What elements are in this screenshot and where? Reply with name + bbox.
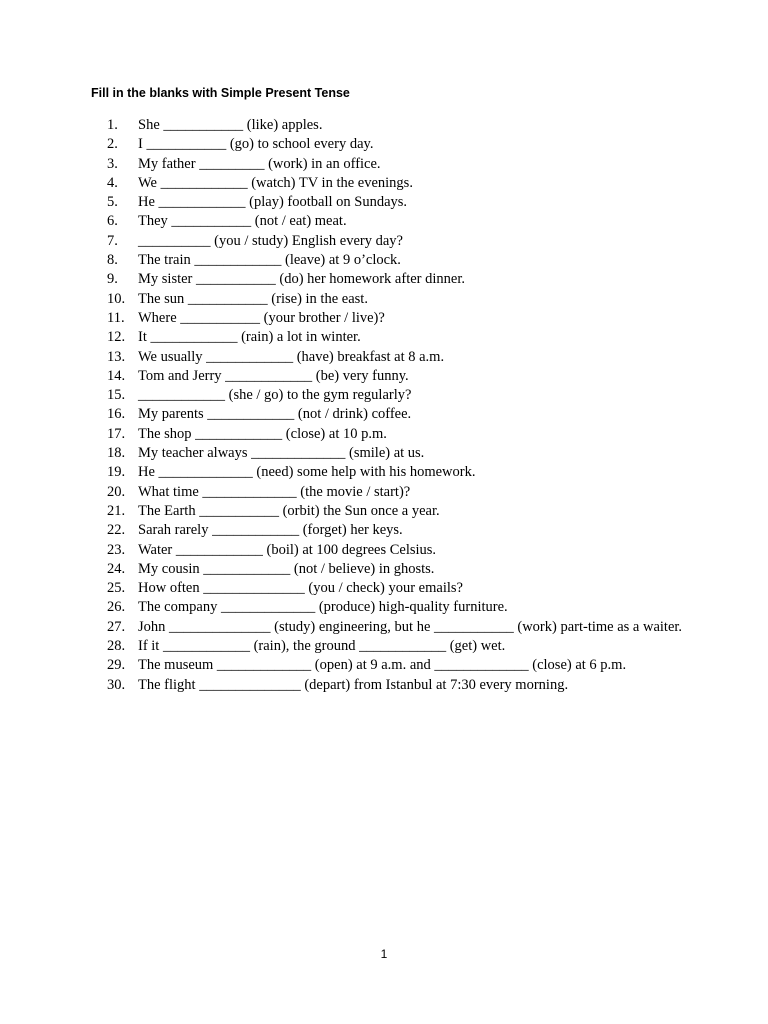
item-number: 24. xyxy=(107,560,126,577)
exercise-list xyxy=(107,116,687,695)
item-number: 18. xyxy=(107,445,126,462)
item-number: 2. xyxy=(107,136,118,153)
exercise-item xyxy=(107,212,687,231)
exercise-item xyxy=(107,405,687,424)
exercise-item xyxy=(107,637,687,656)
item-number: 11. xyxy=(107,309,125,326)
exercise-item xyxy=(107,309,687,328)
item-text: My sister ___________ (do) her homework after dinner. xyxy=(138,271,465,288)
item-number: 17. xyxy=(107,425,126,442)
exercise-item xyxy=(107,502,687,521)
item-text: How often ______________ (you / check) your emails? xyxy=(138,580,463,597)
item-number: 27. xyxy=(107,618,126,635)
item-number: 14. xyxy=(107,367,126,384)
exercise-item xyxy=(107,290,687,309)
exercise-item xyxy=(107,618,687,637)
exercise-item xyxy=(107,579,687,598)
item-number: 28. xyxy=(107,638,126,655)
item-number: 3. xyxy=(107,155,118,172)
item-number: 6. xyxy=(107,213,118,230)
item-text: If it ____________ (rain), the ground ____________ (get) wet. xyxy=(138,638,506,655)
item-text: Tom and Jerry ____________ (be) very funny. xyxy=(138,367,409,384)
exercise-item xyxy=(107,541,687,560)
item-text: ____________ (she / go) to the gym regularly? xyxy=(138,387,412,404)
item-text: My teacher always _____________ (smile) at us. xyxy=(138,445,425,462)
item-number: 12. xyxy=(107,329,126,346)
exercise-item xyxy=(107,155,687,174)
exercise-item xyxy=(107,135,687,154)
item-number: 26. xyxy=(107,599,126,616)
item-text: The company _____________ (produce) high-quality furniture. xyxy=(138,599,508,616)
item-text: The museum _____________ (open) at 9 a.m. and _____________ (close) at 6 p.m. xyxy=(138,657,627,674)
item-text: The shop ____________ (close) at 10 p.m. xyxy=(138,425,387,442)
item-text: We usually ____________ (have) breakfast at 8 a.m. xyxy=(138,348,445,365)
item-text: He ____________ (play) football on Sundays. xyxy=(138,194,408,211)
item-number: 7. xyxy=(107,232,118,249)
item-number: 4. xyxy=(107,174,118,191)
exercise-item xyxy=(107,521,687,540)
item-text: We ____________ (watch) TV in the evenings. xyxy=(138,174,413,191)
item-text: My cousin ____________ (not / believe) in ghosts. xyxy=(138,560,435,577)
item-text: Water ____________ (boil) at 100 degrees Celsius. xyxy=(138,541,437,558)
worksheet-title: Fill in the blanks with Simple Present Tense xyxy=(91,86,350,100)
item-text: The Earth ___________ (orbit) the Sun once a year. xyxy=(138,502,440,519)
item-number: 1. xyxy=(107,117,118,133)
item-number: 23. xyxy=(107,541,126,558)
item-text: My father _________ (work) in an office. xyxy=(138,155,381,172)
item-text: The flight ______________ (depart) from Istanbul at 7:30 every morning. xyxy=(138,676,569,693)
item-number: 19. xyxy=(107,464,126,481)
exercise-item xyxy=(107,425,687,444)
item-number: 16. xyxy=(107,406,126,423)
exercise-item xyxy=(107,270,687,289)
item-text: They ___________ (not / eat) meat. xyxy=(138,213,347,230)
item-text: My parents ____________ (not / drink) coffee. xyxy=(138,406,412,423)
item-number: 15. xyxy=(107,387,126,404)
exercise-item xyxy=(107,463,687,482)
exercise-item xyxy=(107,328,687,347)
exercise-item xyxy=(107,444,687,463)
item-text: __________ (you / study) English every day? xyxy=(138,232,403,249)
exercise-item xyxy=(107,174,687,193)
item-number: 8. xyxy=(107,252,118,269)
exercise-item xyxy=(107,367,687,386)
item-number: 10. xyxy=(107,290,126,307)
item-number: 13. xyxy=(107,348,126,365)
item-number: 9. xyxy=(107,271,118,288)
page-number: 1 xyxy=(380,947,388,961)
item-text: Where ___________ (your brother / live)? xyxy=(138,309,385,326)
exercise-item xyxy=(107,251,687,270)
item-text: The train ____________ (leave) at 9 o’clock. xyxy=(138,252,401,269)
item-number: 5. xyxy=(107,194,118,211)
item-text: She ___________ (like) apples. xyxy=(138,117,323,133)
item-number: 30. xyxy=(107,676,126,693)
exercise-item xyxy=(107,193,687,212)
item-number: 22. xyxy=(107,522,126,539)
exercise-item xyxy=(107,676,687,695)
exercise-item xyxy=(107,598,687,617)
item-number: 25. xyxy=(107,580,126,597)
exercise-item xyxy=(107,560,687,579)
item-text: It ____________ (rain) a lot in winter. xyxy=(138,329,361,346)
item-text: The sun ___________ (rise) in the east. xyxy=(138,290,368,307)
exercise-item xyxy=(107,116,687,135)
item-number: 20. xyxy=(107,483,126,500)
exercise-item xyxy=(107,232,687,251)
exercise-item xyxy=(107,386,687,405)
exercise-item xyxy=(107,348,687,367)
item-number: 29. xyxy=(107,657,126,674)
item-text: What time _____________ (the movie / start)? xyxy=(138,483,411,500)
exercise-item xyxy=(107,483,687,502)
item-text: I ___________ (go) to school every day. xyxy=(138,136,374,153)
exercise-item xyxy=(107,656,687,675)
item-text: He _____________ (need) some help with his homework. xyxy=(138,464,476,481)
item-number: 21. xyxy=(107,502,126,519)
item-text: John ______________ (study) engineering, but he ___________ (work) part-time as a waiter. xyxy=(138,618,683,635)
item-text: Sarah rarely ____________ (forget) her keys. xyxy=(138,522,403,539)
